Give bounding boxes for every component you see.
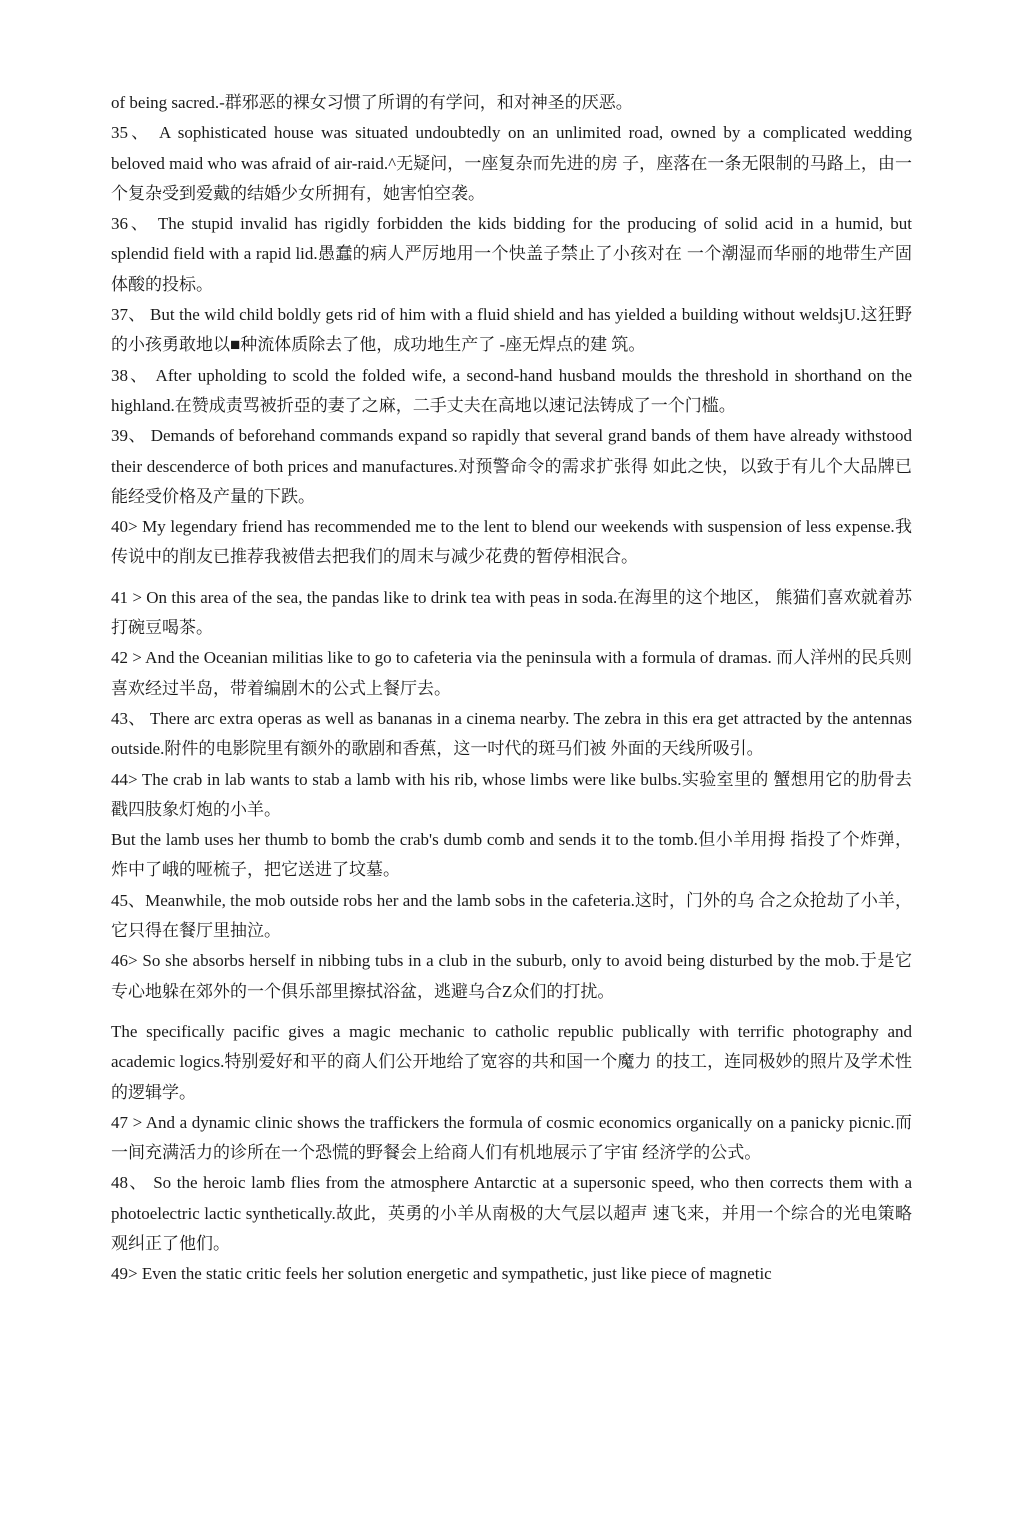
paragraph-42: 42 > And the Oceanian militias like to go to cafeteria via the peninsula with a formula of dramas. 而人洋州的民兵则喜欢经过半岛，带着编剧木的公式上餐厅去。 [111, 648, 912, 698]
paragraph-43: 43、 There arc extra operas as well as bananas in a cinema nearby. The zebra in this era get attracted by the antennas outside.附件的电影院里有额外的歌剧和香蕉，这一吋代的斑马们被 外面的天线所吸引。 [111, 708, 912, 759]
paragraph-48: 48、 So the heroic lamb flies from the atmosphere Antarctic at a supersonic speed, who then corrects them with a photoelectric lactic synthetically.故此，英勇的小羊从南极的大气层以超声 速飞来，并用一个综合的光电策略观纠正了他们。 [111, 1173, 912, 1253]
paragraph-46: 46> So she absorbs herself in nibbing tubs in a club in the suburb, only to avoid being disturbed by the mob.于是它专心地躲在郊外的一个俱乐部里擦拭浴盆，逃避乌合Z众们的打扰。 [111, 951, 912, 1001]
paragraph-47: 47 > And a dynamic clinic shows the traffickers the formula of cosmic economics organically on a panicky picnic.而一间充满活力的诊所在一个恐慌的野餐会上给商人们有机地展示了宇宙 经济学的公式。 [111, 1112, 912, 1163]
paragraph-44-continued: But the lamb uses her thumb to bomb the crab's dumb comb and sends it to the tomb.但小羊用拇 指投了个炸弹，炸中了峨的哑梳子，把它送进了坟墓。 [111, 830, 912, 880]
paragraph-40: 40> My legendary friend has recommended me to the lent to blend our weekends with suspension of less expense.我传说中的削友已推荐我被借去把我们的周末与减少花费的暂停相泯合。 [111, 517, 912, 567]
paragraph-39: 39、 Demands of beforehand commands expand so rapidly that several grand bands of them have already withstood their descenderce of both prices and manufactures.对预警命令的需求扩张得 如此之快，以致于有儿个大品牌已能经受价格及产量的下跌。 [111, 426, 912, 506]
paragraph-38: 38、 After upholding to scold the folded wife, a second-hand husband moulds the threshold in shorthand on the highland.在赞成责骂被折亞的妻了之麻，二手丈夫在高地以速记法铸成了一个门槛。 [111, 365, 912, 415]
paragraph-45: 45、Meanwhile, the mob outside robs her and the lamb sobs in the cafeteria.这时，门外的乌 合之众抢劫了小羊，它只得在餐厅里抽泣。 [111, 890, 912, 941]
paragraph-37: 37、 But the wild child boldly gets rid of him with a fluid shield and has yielded a building without weldsjU.这狂野的小孩勇敢地以■种流体质除去了他，成功地生产了 -座无焊点的建 筑。 [111, 305, 912, 355]
document-body [111, 88, 912, 1290]
paragraph-35: 35、 A sophisticated house was situated undoubtedly on an unlimited road, owned by a complicated wedding beloved maid who was afraid of air-raid.^无疑问，一座复杂而先进的房 子，座落在一条无限制的马路上，由一个复杂受到爱戴的结婚少女所拥有，她害怕空袭。 [111, 123, 912, 203]
paragraph-41: 41 > On this area of the sea, the pandas like to drink tea with peas in soda.在海里的这个地区， 熊猫们喜欢就着苏打碗豆喝茶。 [111, 587, 912, 638]
paragraph-unnumbered: The specifically pacific gives a magic mechanic to catholic republic publically with terrific photography and academic logics.特别爱好和平的商人们公开地给了宽容的共和国一个魔力 的技工，连同极妙的照片及学术性的逻辑学。 [111, 1021, 912, 1102]
paragraph-36: 36、 The stupid invalid has rigidly forbidden the kids bidding for the producing of solid acid in a humid, but splendid field with a rapid lid.愚蠢的病人严厉地用一个快盖子禁止了小孩对在 一个潮湿而华丽的地带生产固体酸的投标。 [111, 214, 912, 294]
paragraph-49: 49> Even the static critic feels her solution energetic and sympathetic, just like piece of magnetic [111, 1264, 772, 1284]
paragraph-44: 44> The crab in lab wants to stab a lamb with his rib, whose limbs were like bulbs.实验室里的 蟹想用它的肋骨去戳四肢象灯炮的小羊。 [111, 769, 912, 819]
paragraph-fragment-top: of being sacred.-群邪恶的裸女习惯了所谓的有学问，和对神圣的厌恶。 [111, 93, 633, 112]
